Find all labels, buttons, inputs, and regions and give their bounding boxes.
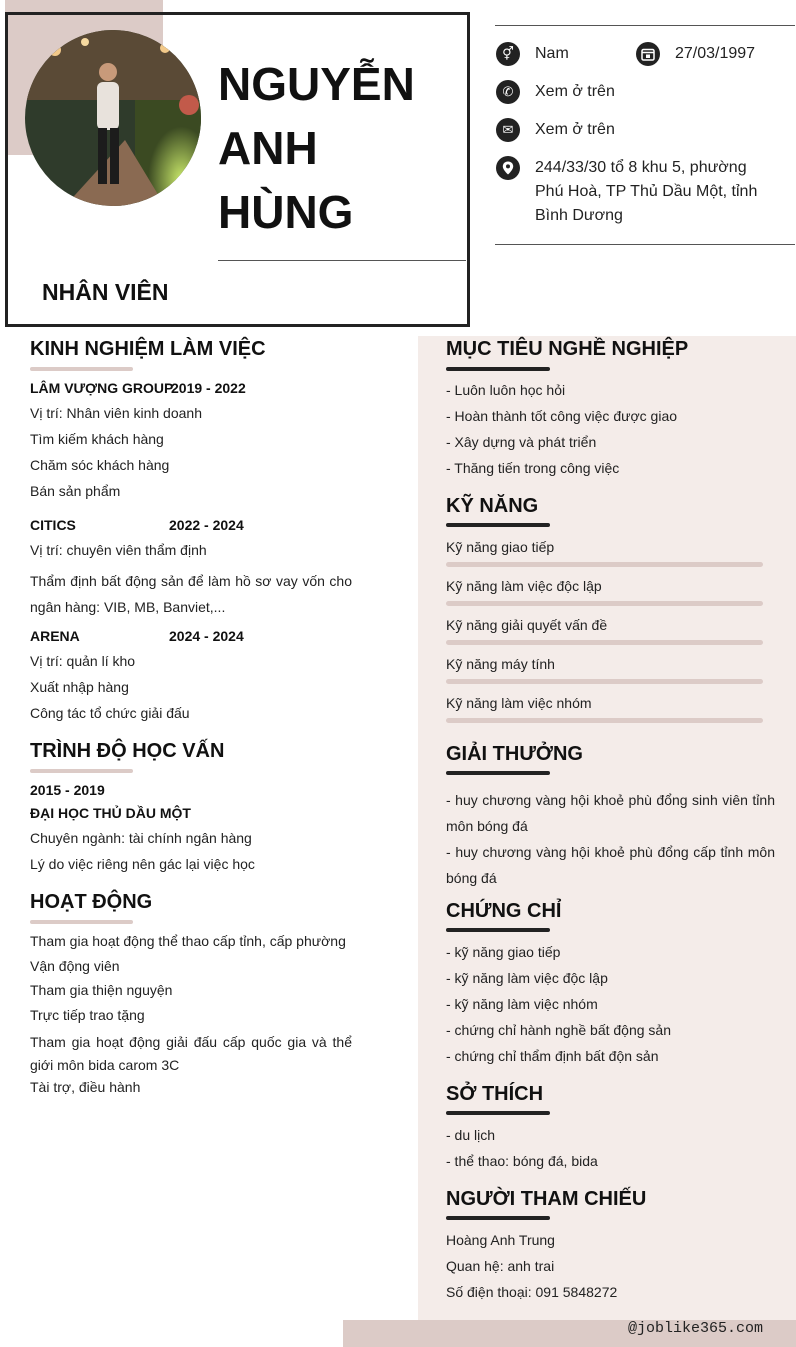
job-line: Vị trí: chuyên viên thẩm định <box>30 542 207 558</box>
heading-underline <box>446 1216 550 1220</box>
job-line: Vị trí: Nhân viên kinh doanh <box>30 405 202 421</box>
award-line: - huy chương vàng hội khoẻ phù đổng cấp tỉnh môn bóng đá <box>446 844 775 886</box>
job-line: Bán sản phẩm <box>30 483 121 499</box>
skill-label: Kỹ năng giải quyết vấn đề <box>446 617 608 633</box>
education-line: Lý do việc riêng nên gác lại việc học <box>30 856 255 872</box>
location-icon <box>496 156 520 180</box>
activity-line: Tài trợ, điều hành <box>30 1079 141 1095</box>
skill-bar <box>446 562 763 567</box>
activity-line: Tham gia hoạt động giải đấu cấp quốc gia và thể giới môn bida carom 3C <box>30 1034 352 1073</box>
education-line: Chuyên ngành: tài chính ngân hàng <box>30 830 252 846</box>
job-line: Xuất nhập hàng <box>30 679 129 695</box>
awards-heading: GIẢI THƯỞNG <box>446 743 583 765</box>
job-line: Tìm kiếm khách hàng <box>30 431 164 447</box>
calendar-icon <box>636 42 660 66</box>
info-divider-top <box>495 25 795 26</box>
certificate-line: - kỹ năng làm việc độc lập <box>446 970 608 986</box>
full-name <box>218 52 458 244</box>
hobby-line: - thể thao: bóng đá, bida <box>446 1153 598 1169</box>
job-line: Công tác tổ chức giải đấu <box>30 705 190 721</box>
objective-line: - Xây dựng và phát triển <box>446 434 597 450</box>
job-company: ARENA <box>30 628 80 644</box>
activity-line: Tham gia hoạt động thể thao cấp tỉnh, cấp phường <box>30 933 346 949</box>
job-line: Thẩm định bất động sản để làm hồ sơ vay vốn cho ngân hàng: VIB, MB, Banviet,... <box>30 573 352 615</box>
skill-bar <box>446 718 763 723</box>
job-period: 2024 - 2024 <box>169 628 244 644</box>
skill-label: Kỹ năng giao tiếp <box>446 539 555 555</box>
info-divider-bottom <box>495 244 795 245</box>
education-school: ĐẠI HỌC THỦ DẦU MỘT <box>30 805 191 821</box>
heading-underline <box>446 1111 550 1115</box>
certificates-heading: CHỨNG CHỈ <box>446 900 562 922</box>
certificate-line: - kỹ năng giao tiếp <box>446 944 561 960</box>
education-period: 2015 - 2019 <box>30 782 105 798</box>
activities-heading: HOẠT ĐỘNG <box>30 891 153 913</box>
heading-underline <box>30 367 133 371</box>
job-company: CITICS <box>30 517 76 533</box>
hobby-line: - du lịch <box>446 1127 496 1143</box>
heading-underline <box>446 771 550 775</box>
certificate-line: - kỹ năng làm việc nhóm <box>446 996 598 1012</box>
job-title: NHÂN VIÊN <box>42 279 169 305</box>
profile-photo <box>25 30 201 206</box>
job-line: Vị trí: quản lí kho <box>30 653 136 669</box>
objective-line: - Luôn luôn học hỏi <box>446 382 566 398</box>
job-company: LÂM VƯỢNG GROUP <box>30 380 174 396</box>
job-line: Chăm sóc khách hàng <box>30 457 170 473</box>
award-line: - huy chương vàng hội khoẻ phù đổng sinh viên tỉnh môn bóng đá <box>446 792 775 834</box>
email-value: Xem ở trên <box>535 121 615 138</box>
hobbies-heading: SỞ THÍCH <box>446 1083 544 1105</box>
skill-bar <box>446 679 763 684</box>
certificate-line: - chứng chỉ thẩm định bất độn sản <box>446 1048 659 1064</box>
education-heading: TRÌNH ĐỘ HỌC VẤN <box>30 740 225 762</box>
job-period: 2022 - 2024 <box>169 517 244 533</box>
skill-bar <box>446 640 763 645</box>
skills-heading: KỸ NĂNG <box>446 495 539 517</box>
job-period: 2019 - 2022 <box>171 380 246 396</box>
heading-underline <box>30 769 133 773</box>
certificate-line: - chứng chỉ hành nghề bất động sản <box>446 1022 671 1038</box>
reference-heading: NGƯỜI THAM CHIẾU <box>446 1188 647 1210</box>
address-value: 244/33/30 tổ 8 khu 5, phường Phú Hoà, TP Thủ Dầu Một, tỉnh Bình Dương <box>535 159 758 224</box>
heading-underline <box>446 523 550 527</box>
email-icon: ✉ <box>496 118 520 142</box>
phone-value: Xem ở trên <box>535 83 615 100</box>
name-line: HÙNG <box>218 186 354 238</box>
activity-line: Vận động viên <box>30 958 120 974</box>
experience-heading: KINH NGHIỆM LÀM VIỆC <box>30 338 266 360</box>
footer-watermark: @joblike365.com <box>628 1320 764 1337</box>
gender-icon: ⚥ <box>496 42 520 66</box>
skill-label: Kỹ năng làm việc độc lập <box>446 578 602 594</box>
name-line: ANH <box>218 122 318 174</box>
heading-underline <box>446 928 550 932</box>
activity-line: Trực tiếp trao tặng <box>30 1007 145 1023</box>
skill-bar <box>446 601 763 606</box>
skill-label: Kỹ năng làm việc nhóm <box>446 695 592 711</box>
phone-icon: ✆ <box>496 80 520 104</box>
name-divider <box>218 260 466 261</box>
activity-line: Tham gia thiện nguyện <box>30 982 173 998</box>
reference-line: Số điện thoại: 091 5848272 <box>446 1284 618 1300</box>
dob-value: 27/03/1997 <box>675 45 756 62</box>
name-line: NGUYỄN <box>218 58 415 110</box>
heading-underline <box>446 367 550 371</box>
objective-heading: MỤC TIÊU NGHỀ NGHIỆP <box>446 338 689 360</box>
gender-value: Nam <box>535 45 569 62</box>
avatar <box>25 30 201 206</box>
objective-line: - Hoàn thành tốt công việc được giao <box>446 408 678 424</box>
heading-underline <box>30 920 133 924</box>
reference-line: Quan hệ: anh trai <box>446 1258 555 1274</box>
skill-label: Kỹ năng máy tính <box>446 656 555 672</box>
objective-line: - Thăng tiến trong công việc <box>446 460 620 476</box>
reference-line: Hoàng Anh Trung <box>446 1232 555 1248</box>
